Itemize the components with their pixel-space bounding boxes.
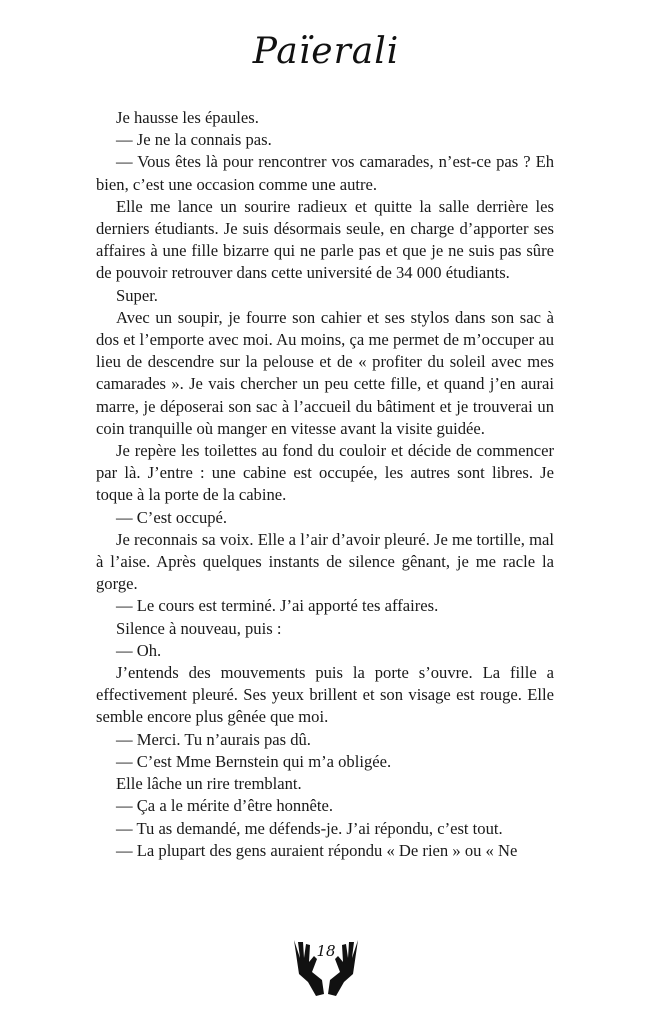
paragraph: — Je ne la connais pas.: [116, 130, 272, 150]
paragraph: — Ça a le mérite d’être honnête.: [116, 796, 334, 816]
body-text: [96, 107, 554, 862]
paragraph: Je repère les toilettes au fond du couloir et décide de commencer par là. J’entre : une cabine est occupée, les autres sont libres. Je toque à la porte de la cabine.: [96, 441, 554, 505]
paragraph: — La plupart des gens auraient répondu « De rien » ou « Ne: [116, 840, 518, 860]
paragraph: — Le cours est terminé. J’ai apporté tes affaires.: [116, 596, 439, 616]
paragraph: — C’est occupé.: [116, 507, 228, 527]
paragraph: — Tu as demandé, me défends-je. J’ai répondu, c’est tout.: [116, 818, 503, 838]
paragraph: Super.: [116, 285, 158, 305]
paragraph: — Oh.: [116, 640, 162, 660]
paragraph: Elle lâche un rire tremblant.: [116, 774, 302, 794]
paragraph: Elle me lance un sourire radieux et quitte la salle derrière les derniers étudiants. Je suis désormais seule, en charge d’apporter ses affaires à une fille bizarre qui ne parle pas et que je ne suis pas sûre de pouvoir retrouver dans cette université de 34 000 étudiants.: [96, 196, 554, 283]
paragraph: — Merci. Tu n’aurais pas dû.: [116, 729, 311, 749]
paragraph: — C’est Mme Bernstein qui m’a obligée.: [116, 751, 392, 771]
page-header-title: Païerali: [252, 31, 400, 72]
paragraph: Je hausse les épaules.: [116, 108, 259, 127]
paragraph: — Vous êtes là pour rencontrer vos camarades, n’est-ce pas ? Eh bien, c’est une occasion comme une autre.: [96, 152, 554, 194]
paragraph: Avec un soupir, je fourre son cahier et ses stylos dans son sac à dos et l’emporte avec moi. Au moins, ça me permet de m’occuper au lieu de descendre sur la pelouse et de « profiter du soleil avec mes camarades ». Je vais chercher un peu cette fille, et quand j’en aurai marre, je déposerai son sac à l’accueil du bâtiment et je trouverai un coin tranquille où manger en vitesse avant la visite guidée.: [96, 307, 554, 438]
paragraph: Je reconnais sa voix. Elle a l’air d’avoir pleuré. Je me tortille, mal à l’aise. Après quelques instants de silence gênant, je me racle la gorge.: [96, 529, 554, 594]
paragraph: J’entends des mouvements puis la porte s’ouvre. La fille a effectivement pleuré. Ses yeux brillent et son visage est rouge. Elle semble encore plus gênée que moi.: [96, 663, 554, 727]
page-number: 18: [316, 942, 336, 960]
paragraph: Silence à nouveau, puis :: [116, 618, 282, 638]
page-footer: [286, 936, 366, 1000]
